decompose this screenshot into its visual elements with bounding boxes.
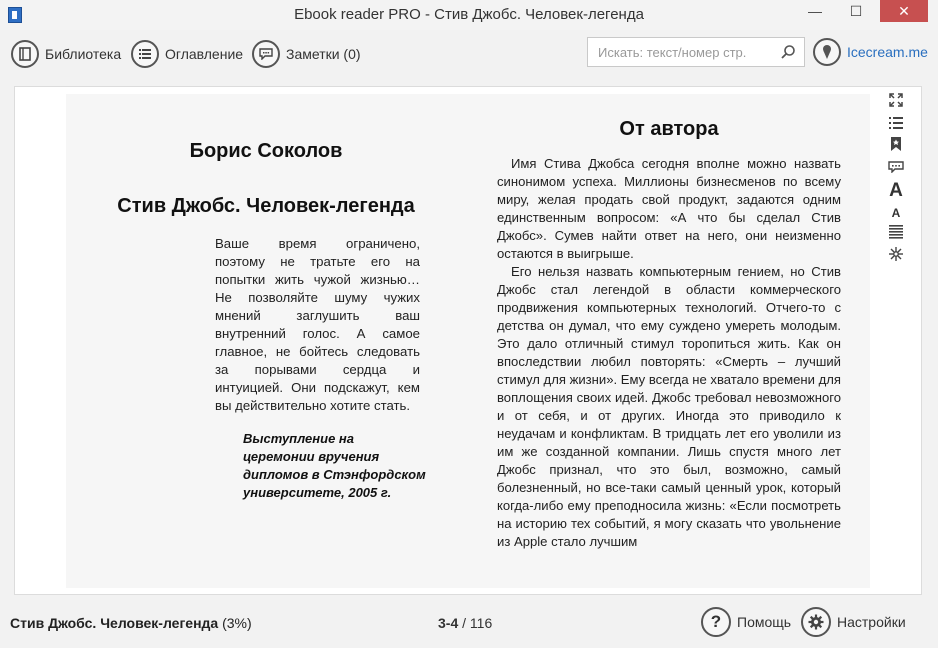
side-toolbar xyxy=(884,92,908,268)
notes-label: Заметки (0) xyxy=(286,46,361,62)
notes-button[interactable] xyxy=(252,39,361,69)
gear-icon xyxy=(801,607,831,637)
search-placeholder: Искать: текст/номер стр. xyxy=(598,45,747,60)
book-icon xyxy=(11,40,39,68)
icecream-logo-icon xyxy=(813,38,841,66)
help-button[interactable] xyxy=(701,607,791,637)
note-icon[interactable] xyxy=(884,158,908,180)
paragraph: Имя Стива Джобса сегодня вполне можно назвать синонимом успеха. Миллионы бизнесменов по всему миру, желая продать свой продукт, задаются одним единственным вопросом: «А что бы сделал Стив Джобс». Сумев найти ответ на него, они неизменно остаются в выигрыше. xyxy=(497,156,841,261)
maximize-button[interactable]: ☐ xyxy=(849,3,863,19)
contents-list-icon[interactable] xyxy=(884,114,908,136)
help-label: Помощь xyxy=(737,614,792,630)
justify-icon[interactable] xyxy=(884,224,908,246)
list-icon xyxy=(131,40,159,68)
question-icon: ? xyxy=(701,607,731,637)
comment-icon xyxy=(252,40,280,68)
window-title: Ebook reader PRO - Стив Джобс. Человек-легенда xyxy=(294,6,644,23)
book-author: Борис Соколов xyxy=(189,140,343,162)
book-title: Стив Джобс. Человек-легенда xyxy=(117,195,415,217)
bookmark-icon[interactable] xyxy=(884,136,908,158)
chapter-text xyxy=(497,155,841,555)
search-input[interactable] xyxy=(587,37,805,67)
fullscreen-icon[interactable] xyxy=(884,92,908,114)
contents-label: Оглавление xyxy=(165,46,244,62)
total-pages: / 116 xyxy=(462,615,493,631)
contents-button[interactable] xyxy=(131,39,243,69)
page-indicator[interactable] xyxy=(438,615,492,631)
status-book-info xyxy=(10,615,252,631)
minimize-button[interactable]: — xyxy=(808,3,822,19)
current-pages: 3-4 xyxy=(438,615,459,631)
search-icon[interactable] xyxy=(780,44,796,65)
title-bar xyxy=(0,0,938,30)
status-bar xyxy=(0,600,938,648)
brand-label: Icecream.me xyxy=(847,44,928,60)
library-button[interactable] xyxy=(11,39,121,69)
settings-button[interactable] xyxy=(801,607,906,637)
paragraph: Его нельзя назвать компьютерным гением, но Стив Джобс стал легендой в области коммерческого продвижения компьютерных технологий. Отчего-то с детства он думал, что ему суждено умереть молодым. Это дало отличный стимул торопиться жить. Как он впоследствии любил повторять: «Смерть – лучший стимул для жизни». Ему всегда не хватало времени для воплощения своих идей. Джобс требовал невозможного и от себя, и от других. Иногда это приводило к неудачам и конфликтам. В тридцать лет его уволили из им же созданной компании. Лишь спустя много лет Джобс признал, что это был, возможно, самый болезненный, но все-таки самый ценный урок, который когда-либо ему преподносила жизнь: «Если посмотреть на историю тех событий, я могу сказать что увольнение из Apple стало лучшим xyxy=(497,264,841,549)
close-button[interactable]: ✕ xyxy=(880,0,928,22)
status-book-title: Стив Джобс. Человек-легенда xyxy=(10,615,219,631)
brightness-icon[interactable] xyxy=(884,246,908,268)
settings-label: Настройки xyxy=(837,614,906,630)
status-progress: (3%) xyxy=(222,615,252,631)
epigraph-source: Выступление на церемонии вручения дипломов в Стэнфордском университете, 2005 г. xyxy=(243,431,426,500)
epigraph: Ваше время ограничено, поэтому не тратьте его на попытки жить чужой жизнью… Не позволяйте шуму чужих мнений заглушить ваш внутренний голос. А самое главное, не бойтесь следовать за порывами сердца и интуицией. Они подскажут, кем вы действительно хотите стать. xyxy=(215,236,420,413)
library-label: Библиотека xyxy=(45,46,122,62)
brand-link[interactable] xyxy=(813,38,928,66)
font-decrease-icon[interactable]: A xyxy=(891,206,901,220)
chapter-heading: От автора xyxy=(619,118,719,140)
font-increase-icon[interactable]: A xyxy=(889,180,903,201)
